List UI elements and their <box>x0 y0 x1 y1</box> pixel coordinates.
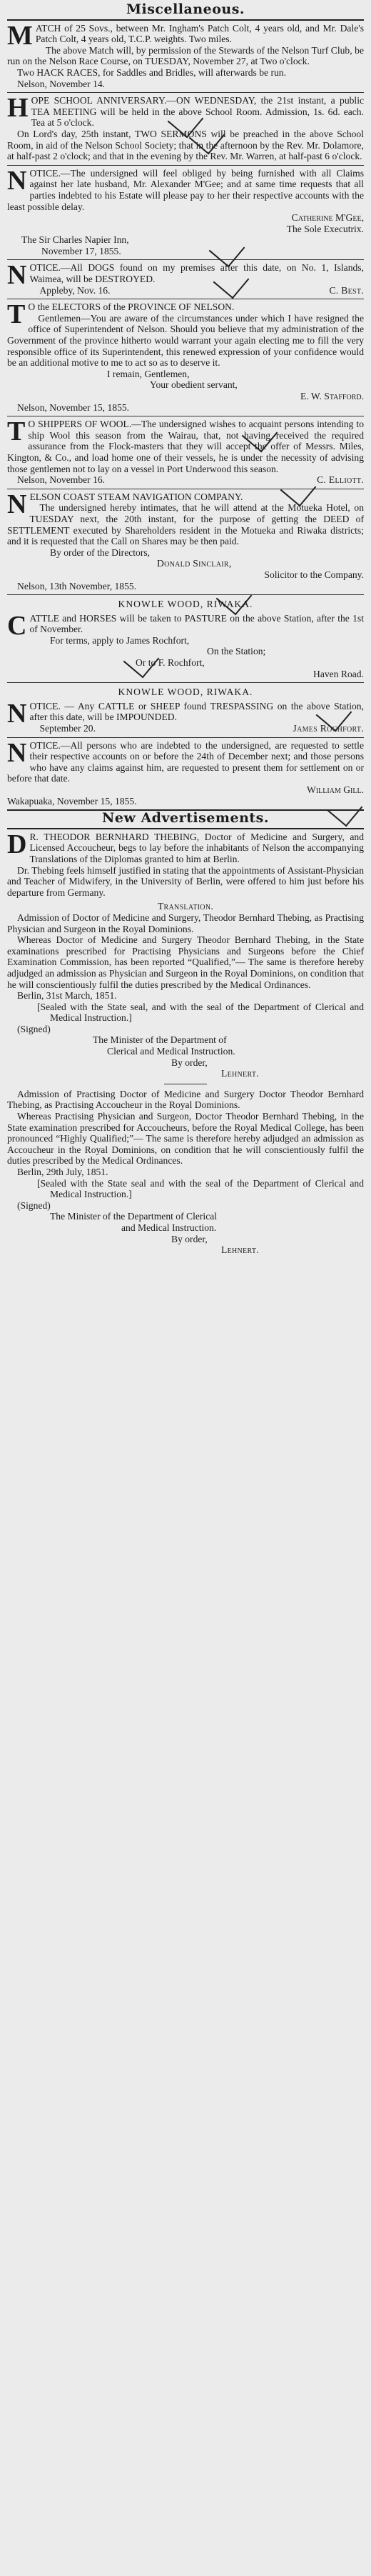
ad-closing: The Minister of the Department of Clerical <box>50 1211 218 1222</box>
ad-closing: By order, <box>171 1233 208 1244</box>
ad-seal-note: [Sealed with the State seal and with the seal of the Department of Clerical and Medical Instruction.] <box>37 1177 364 1200</box>
ad-text: OTICE.—The undersigned will feel obliged by being furnished with all Claims against her late husband, Mr. Alexander M'Gee; and at same time requests that all parties indebted to his Estate will please pay to her their respective accounts with the least possible delay. <box>7 167 364 212</box>
ad-place: Appleby, Nov. 16. <box>39 284 111 296</box>
ad-contact: On the Station; <box>207 646 266 657</box>
ad-closing: and Medical Instruction. <box>121 1222 217 1233</box>
ad-date: Berlin, 29th July, 1851. <box>17 1167 108 1177</box>
drop-cap: C <box>7 610 27 641</box>
ad-text: OTICE. — Any CATTLE or SHEEP found TRESPASSING on the above Station, after this date, will be IMPOUNDED. <box>29 700 364 723</box>
ad-notice-mgee <box>7 165 364 257</box>
ad-paragraph: Admission of Doctor of Medicine and Surgery, Theodor Bernhard Thebing, as Practising Physician and Surgeon in the Royal Dominions. <box>7 912 364 934</box>
ad-date: November 17, 1855. <box>41 245 121 256</box>
drop-cap: N <box>7 260 27 291</box>
ad-contact: For terms, apply to James Rochfort, <box>50 634 190 646</box>
ad-text: OPE SCHOOL ANNIVERSARY.—ON WEDNESDAY, the 21st instant, a public TEA MEETING will be held in the above School Room. Admission, 1s. 6d. each. Tea at 5 o'clock. <box>31 95 364 129</box>
ad-paragraph: The undersigned hereby intimates, that he will attend at the Motueka Hotel, on TUESDAY next, the 20th instant, for the purpose of getting the DEED of SETTLEMENT executed by Shareholders resident in the Motueka and Riwaka districts; and it is requested that the Call on Shares may be then paid. <box>7 502 364 547</box>
ad-text: OTICE.—All persons who are indebted to the undersigned, are requested to settle their respective accounts on or before the 24th of December next; and those persons who have any claims against him, are requested to present them for settlement on or before that date. <box>7 739 364 784</box>
ad-signed: (Signed) <box>17 1023 51 1034</box>
ad-signer-title: The Sole Executrix. <box>286 223 364 234</box>
ad-paragraph: On Lord's day, 25th instant, TWO SERMONS will be preached in the above School Room, in aid of the Nelson School Society; that in the afternoon by the Rev. Mr. Dolamore, at half-past 2 o'clock; and that in the evening by the Rev. Mr. Warren, at half-past 6 o'clock. <box>7 128 364 162</box>
drop-cap: D <box>7 829 27 859</box>
ad-closing: Your obedient servant, <box>150 379 238 391</box>
ad-text: R. THEODOR BERNHARD THEBING, Doctor of Medicine and Surgery, and Licensed Accoucheur, begs to lay before the inhabitants of Nelson the accompanying Translations of the Diplomas granted to him at Berlin. <box>29 831 364 864</box>
ad-signed: (Signed) <box>17 1199 51 1211</box>
ad-paragraph: Two HACK RACES, for Saddles and Bridles, will afterwards be run. <box>17 66 286 78</box>
ad-steam-lead <box>7 489 364 519</box>
drop-cap: T <box>7 416 26 447</box>
ad-place: The Sir Charles Napier Inn, <box>21 234 129 246</box>
ad-electors <box>7 301 364 413</box>
divider <box>7 828 364 829</box>
ad-text: O SHIPPERS OF WOOL.—The undersigned wishes to acquaint persons intending to ship Wool this season from the Wairau, that, not having received the required assurance from the Flock-masters that they will accept the offer of Messrs. Miles, Kington, & Co., and load home one of their vessels, he is under the necessity of advising those gentlemen not to lay on a vessel in Port Underwood this season. <box>7 419 364 474</box>
ad-text: ATTLE and HORSES will be taken to PASTURE on the above Station, after the 1st of November. <box>29 612 364 635</box>
ad-knowle-wood-pasture <box>7 599 364 679</box>
ad-closing: By order, <box>171 1057 208 1068</box>
ad-text: OTICE.—All DOGS found on my premises after this date, on No. 1, Islands, Waimea, will be DESTROYED. <box>29 262 364 285</box>
drop-cap: M <box>7 20 33 51</box>
ad-signature: E. W. Stafford. <box>300 391 364 401</box>
ad-contact: Or to F. Rochfort, <box>136 657 205 669</box>
ad-date: Nelson, November 15, 1855. <box>17 401 130 413</box>
ad-dr-thebing <box>7 829 364 1256</box>
ad-hope-school <box>7 95 364 162</box>
ad-contact: Haven Road. <box>313 668 364 679</box>
section-heading-new-advertisements: New Advertisements. <box>102 810 269 827</box>
ad-signature: C. Elliott. <box>317 474 364 486</box>
drop-cap: N <box>7 698 27 729</box>
ad-date: Wakapuaka, November 15, 1855. <box>7 795 137 807</box>
ad-paragraph: Dr. Thebing feels himself justified in stating that the appointments of Assistant-Physician and Teacher of Midwifery, in the University of Berlin, were offered to him just before his departure from Germany. <box>7 864 364 898</box>
drop-cap: N <box>7 489 27 519</box>
ad-seal-note: [Sealed with the State seal, and with the seal of the Department of Clerical and Medical Instruction.] <box>37 1001 364 1024</box>
ad-paragraph: Admission of Practising Doctor of Medicine and Surgery Doctor Theodor Bernhard Thebing, as Practising Accoucheur in the Royal Dominions. <box>7 1088 364 1111</box>
ad-hope-lead <box>7 95 364 129</box>
newspaper-page <box>7 0 364 1256</box>
ad-signature: William Gill. <box>307 784 364 795</box>
ad-notice-gill <box>7 737 364 807</box>
ad-signature: Lehnert. <box>221 1244 259 1256</box>
ad-signature: Catherine M'Gee, <box>291 212 364 224</box>
ad-paragraph: Whereas Doctor of Medicine and Surgery Theodor Bernhard Thebing, in the State examinations prescribed for Practising Physicians and Surgeons before the Chief Examination Commission, has been reported “Qualified,”— The same is therefore hereby adjudged an admission as Physician and Surgeon in the Royal Dominions, on condition that he will conscientiously fulfil the duties prescribed by the Medical Ordinances. <box>7 934 364 990</box>
ad-match <box>7 20 364 90</box>
ad-paragraph: Whereas Practising Physician and Surgeon, Doctor Theodor Bernhard Thebing, in the State examination prescribed for Accoucheurs, before the Royal Medical College, has been pronounced “Highly Qualified;”— The same is therefore hereby adjudged an admission as Accoucheur in the Royal Dominions, on condition that he will conscientiously fulfil the duties prescribed by the Medical Ordinances. <box>7 1111 364 1167</box>
divider <box>7 19 364 21</box>
drop-cap: N <box>7 165 27 196</box>
ad-closing: I remain, Gentlemen, <box>107 368 190 379</box>
drop-cap: H <box>7 93 29 124</box>
ad-knowle-wood-trespass <box>7 687 364 734</box>
divider <box>7 259 364 260</box>
ad-subheading: Translation. <box>157 901 214 912</box>
ad-thebing-lead <box>7 829 364 865</box>
ad-wool-lead <box>7 416 364 474</box>
ad-text: ATCH of 25 Sovs., between Mr. Ingham's Patch Colt, 4 years old, and Mr. Dale's Patch Colt, 4 years old, T.C.P. weights. Two miles. <box>35 22 364 45</box>
divider <box>7 165 364 166</box>
ad-heading: KNOWLE WOOD, RIWAKA. <box>118 599 253 610</box>
ad-mgee-lead <box>7 165 364 212</box>
divider <box>7 594 364 595</box>
ad-signature: James Rochfort. <box>293 723 364 734</box>
section-heading-miscellaneous: Miscellaneous. <box>126 1 245 17</box>
drop-cap: N <box>7 737 27 768</box>
ad-closing: The Minister of the Department of <box>93 1034 227 1046</box>
ad-date: Nelson, 13th November, 1855. <box>17 580 137 591</box>
ad-closing: By order of the Directors, <box>50 546 151 558</box>
ad-date: September 20. <box>39 723 96 734</box>
ad-dateline: Nelson, November 14. <box>17 78 106 89</box>
ad-footer-line <box>29 285 364 296</box>
ad-heading: KNOWLE WOOD, RIWAKA. <box>118 687 253 698</box>
ad-footer-line <box>7 474 364 486</box>
ad-closing: Clerical and Medical Instruction. <box>107 1046 235 1057</box>
ad-signature: Lehnert. <box>221 1068 259 1079</box>
ad-electors-lead <box>7 299 364 330</box>
ad-nelson-coast-steam <box>7 491 364 591</box>
ad-paragraph: Gentlemen—You are aware of the circumstances under which I have resigned the office of Superintendent of Nelson. Should you believe that my administration of the Government of the province hitherto would warrant your again electing me to fill the very responsible office of its Superintendent, this renewed expression of your confidence would be an additional motive to me to act so as to deserve it. <box>7 312 364 369</box>
ad-paragraph: The above Match will, by permission of the Stewards of the Nelson Turf Club, be run on the Nelson Race Course, on TUESDAY, November 27, at Two o'clock. <box>7 44 364 67</box>
ad-date: Nelson, November 16. <box>17 474 106 486</box>
ad-shippers-of-wool <box>7 416 364 486</box>
ad-text: O the ELECTORS of the PROVINCE OF NELSON. <box>28 301 235 313</box>
ad-notice-dogs <box>7 262 364 296</box>
ad-date: Berlin, 31st March, 1851. <box>17 990 117 1002</box>
ad-footer-line <box>29 723 364 734</box>
drop-cap: T <box>7 299 26 330</box>
divider <box>7 682 364 683</box>
ad-gill-lead <box>7 737 364 784</box>
divider <box>7 92 364 93</box>
ad-signature: Donald Sinclair, <box>157 558 232 569</box>
ad-signature: C. Best. <box>329 284 364 296</box>
ad-text: ELSON COAST STEAM NAVIGATION COMPANY. <box>29 491 243 502</box>
divider <box>7 737 364 738</box>
ad-match-lead <box>7 20 364 51</box>
ad-signer-title: Solicitor to the Company. <box>264 569 364 580</box>
